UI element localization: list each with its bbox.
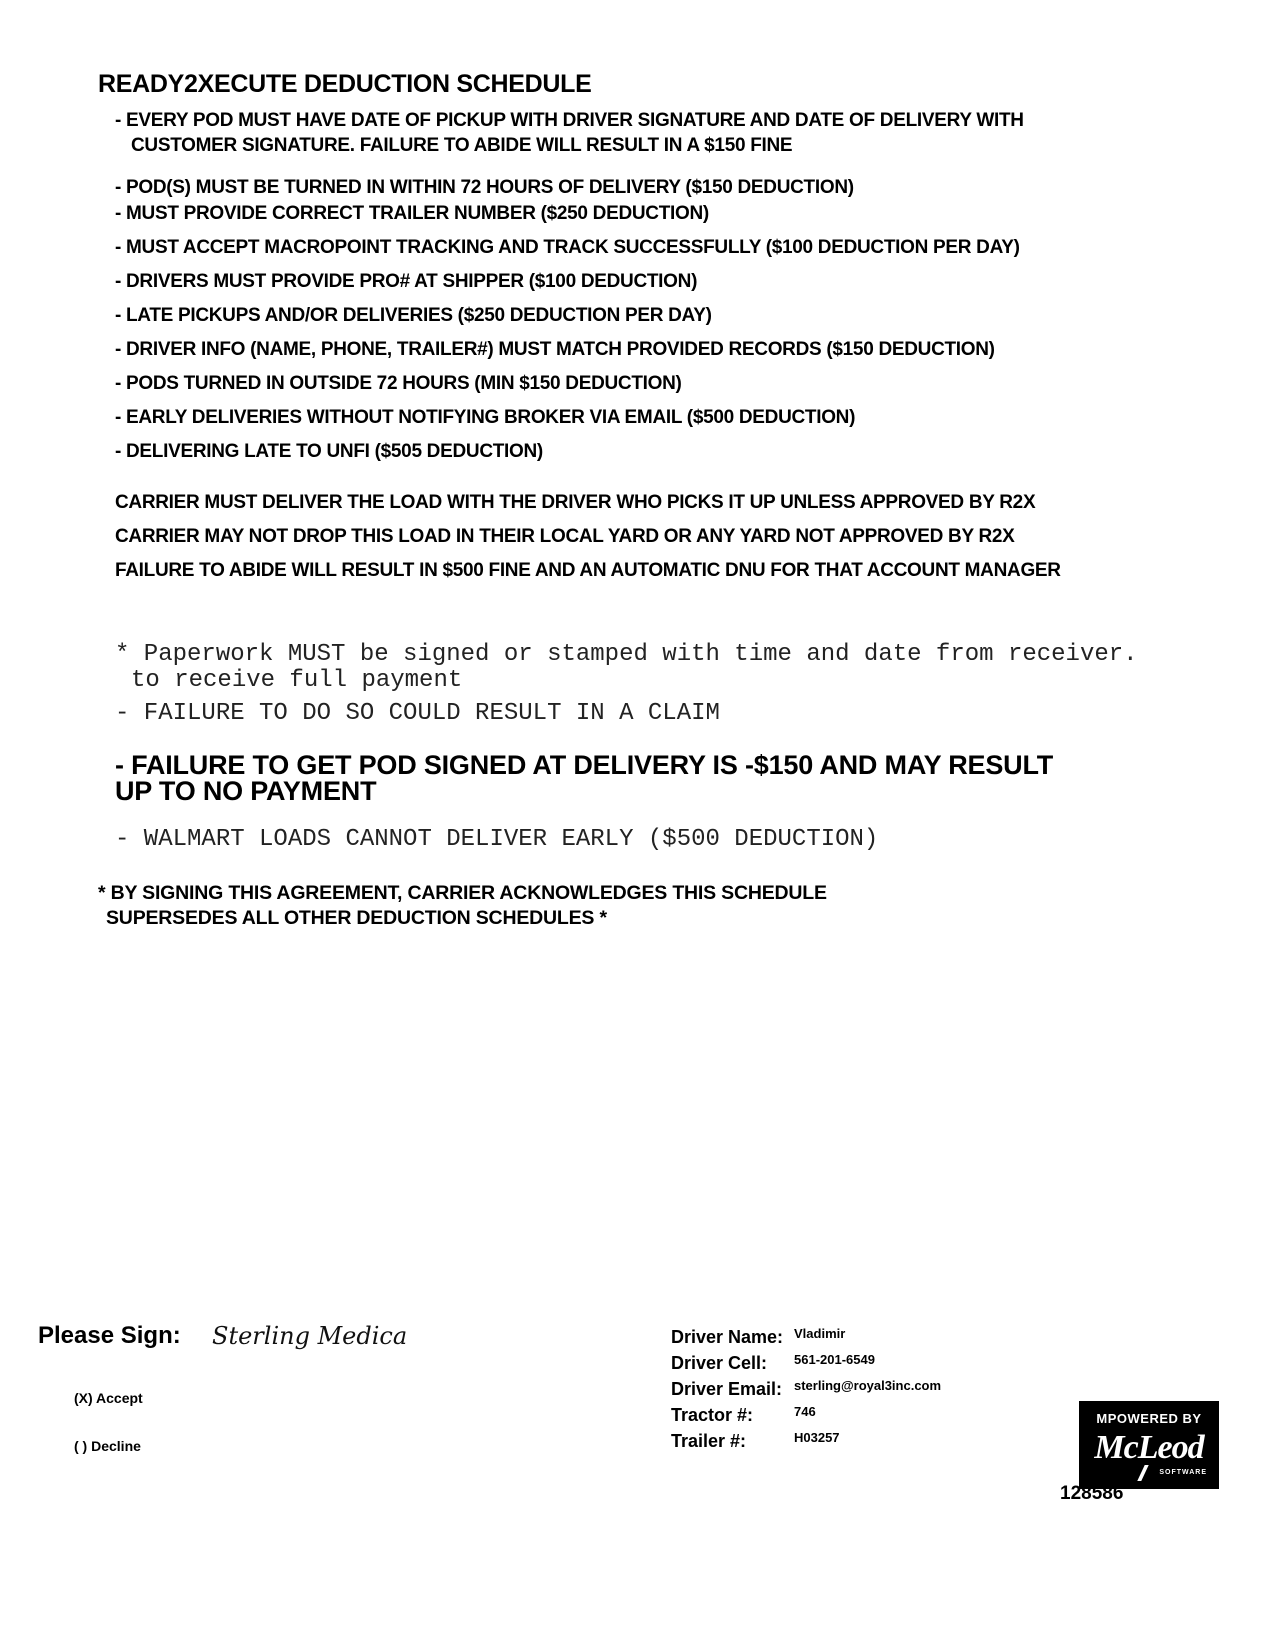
accept-option[interactable]: (X) Accept	[74, 1390, 143, 1406]
logo-slash-icon	[1137, 1465, 1148, 1481]
driver-cell-label: Driver Cell:	[671, 1353, 768, 1373]
carrier-rule-line: FAILURE TO ABIDE WILL RESULT IN $500 FINE AND AN AUTOMATIC DNU FOR THAT ACCOUNT MANAGER	[115, 560, 1061, 581]
driver-email-label: Driver Email:	[671, 1379, 783, 1399]
please-sign-label: Please Sign:	[38, 1322, 181, 1349]
driver-cell-value: 561-201-6549	[794, 1352, 875, 1367]
signature[interactable]: Sterling Medica	[212, 1322, 408, 1350]
trailer-label: Trailer #:	[671, 1431, 747, 1451]
driver-name-value: Vladimir	[794, 1326, 846, 1341]
paperwork-note: * Paperwork MUST be signed or stamped with time and date from receiver.	[115, 641, 1138, 668]
pod-warning	[115, 752, 1053, 804]
rule-line: - EARLY DELIVERIES WITHOUT NOTIFYING BROKER VIA EMAIL ($500 DEDUCTION)	[115, 407, 856, 428]
carrier-rule-line: CARRIER MAY NOT DROP THIS LOAD IN THEIR LOCAL YARD OR ANY YARD NOT APPROVED BY R2X	[115, 526, 1015, 547]
tractor-label: Tractor #:	[671, 1405, 754, 1425]
walmart-note: - WALMART LOADS CANNOT DELIVER EARLY ($500 DEDUCTION)	[115, 826, 879, 853]
carrier-rule-line: CARRIER MUST DELIVER THE LOAD WITH THE DRIVER WHO PICKS IT UP UNLESS APPROVED BY R2X	[115, 492, 1036, 513]
logo-sub-text: SOFTWARE	[1159, 1469, 1207, 1476]
trailer-value: H03257	[794, 1430, 840, 1445]
driver-name-label: Driver Name:	[671, 1327, 784, 1347]
driver-email-value: sterling@royal3inc.com	[794, 1378, 942, 1393]
logo-top-text: MPOWERED BY	[1096, 1411, 1202, 1426]
pod-warning-line: UP TO NO PAYMENT	[115, 776, 377, 806]
rule-line: - MUST ACCEPT MACROPOINT TRACKING AND TRACK SUCCESSFULLY ($100 DEDUCTION PER DAY)	[115, 237, 1020, 258]
acknowledgement-line: * BY SIGNING THIS AGREEMENT, CARRIER ACKNOWLEDGES THIS SCHEDULE	[98, 882, 827, 904]
acknowledgement-line: SUPERSEDES ALL OTHER DEDUCTION SCHEDULES *	[106, 907, 607, 929]
document-number: 128586	[1060, 1483, 1124, 1504]
tractor-value: 746	[794, 1404, 816, 1419]
pod-warning-line: - FAILURE TO GET POD SIGNED AT DELIVERY IS -$150 AND MAY RESULT	[115, 750, 1054, 780]
rule-line: - DELIVERING LATE TO UNFI ($505 DEDUCTION)	[115, 441, 543, 462]
rule-line: CUSTOMER SIGNATURE. FAILURE TO ABIDE WILL RESULT IN A $150 FINE	[131, 135, 793, 156]
rule-line: - DRIVERS MUST PROVIDE PRO# AT SHIPPER ($100 DEDUCTION)	[115, 271, 698, 292]
claim-note: - FAILURE TO DO SO COULD RESULT IN A CLAIM	[115, 700, 720, 727]
paperwork-note-continued: to receive full payment	[131, 667, 463, 694]
rule-line: - POD(S) MUST BE TURNED IN WITHIN 72 HOURS OF DELIVERY ($150 DEDUCTION)	[115, 177, 854, 198]
decline-option[interactable]: ( ) Decline	[74, 1438, 141, 1454]
rule-line: - EVERY POD MUST HAVE DATE OF PICKUP WITH DRIVER SIGNATURE AND DATE OF DELIVERY WITH	[115, 110, 1024, 131]
mcleod-logo	[1079, 1401, 1219, 1489]
rule-line: - LATE PICKUPS AND/OR DELIVERIES ($250 DEDUCTION PER DAY)	[115, 305, 712, 326]
rule-line: - DRIVER INFO (NAME, PHONE, TRAILER#) MUST MATCH PROVIDED RECORDS ($150 DEDUCTION)	[115, 339, 995, 360]
rule-line: - PODS TURNED IN OUTSIDE 72 HOURS (MIN $150 DEDUCTION)	[115, 373, 682, 394]
rule-line: - MUST PROVIDE CORRECT TRAILER NUMBER ($250 DEDUCTION)	[115, 203, 709, 224]
logo-main-text: McLeod	[1094, 1429, 1204, 1466]
page-title: READY2XECUTE DEDUCTION SCHEDULE	[98, 70, 592, 98]
